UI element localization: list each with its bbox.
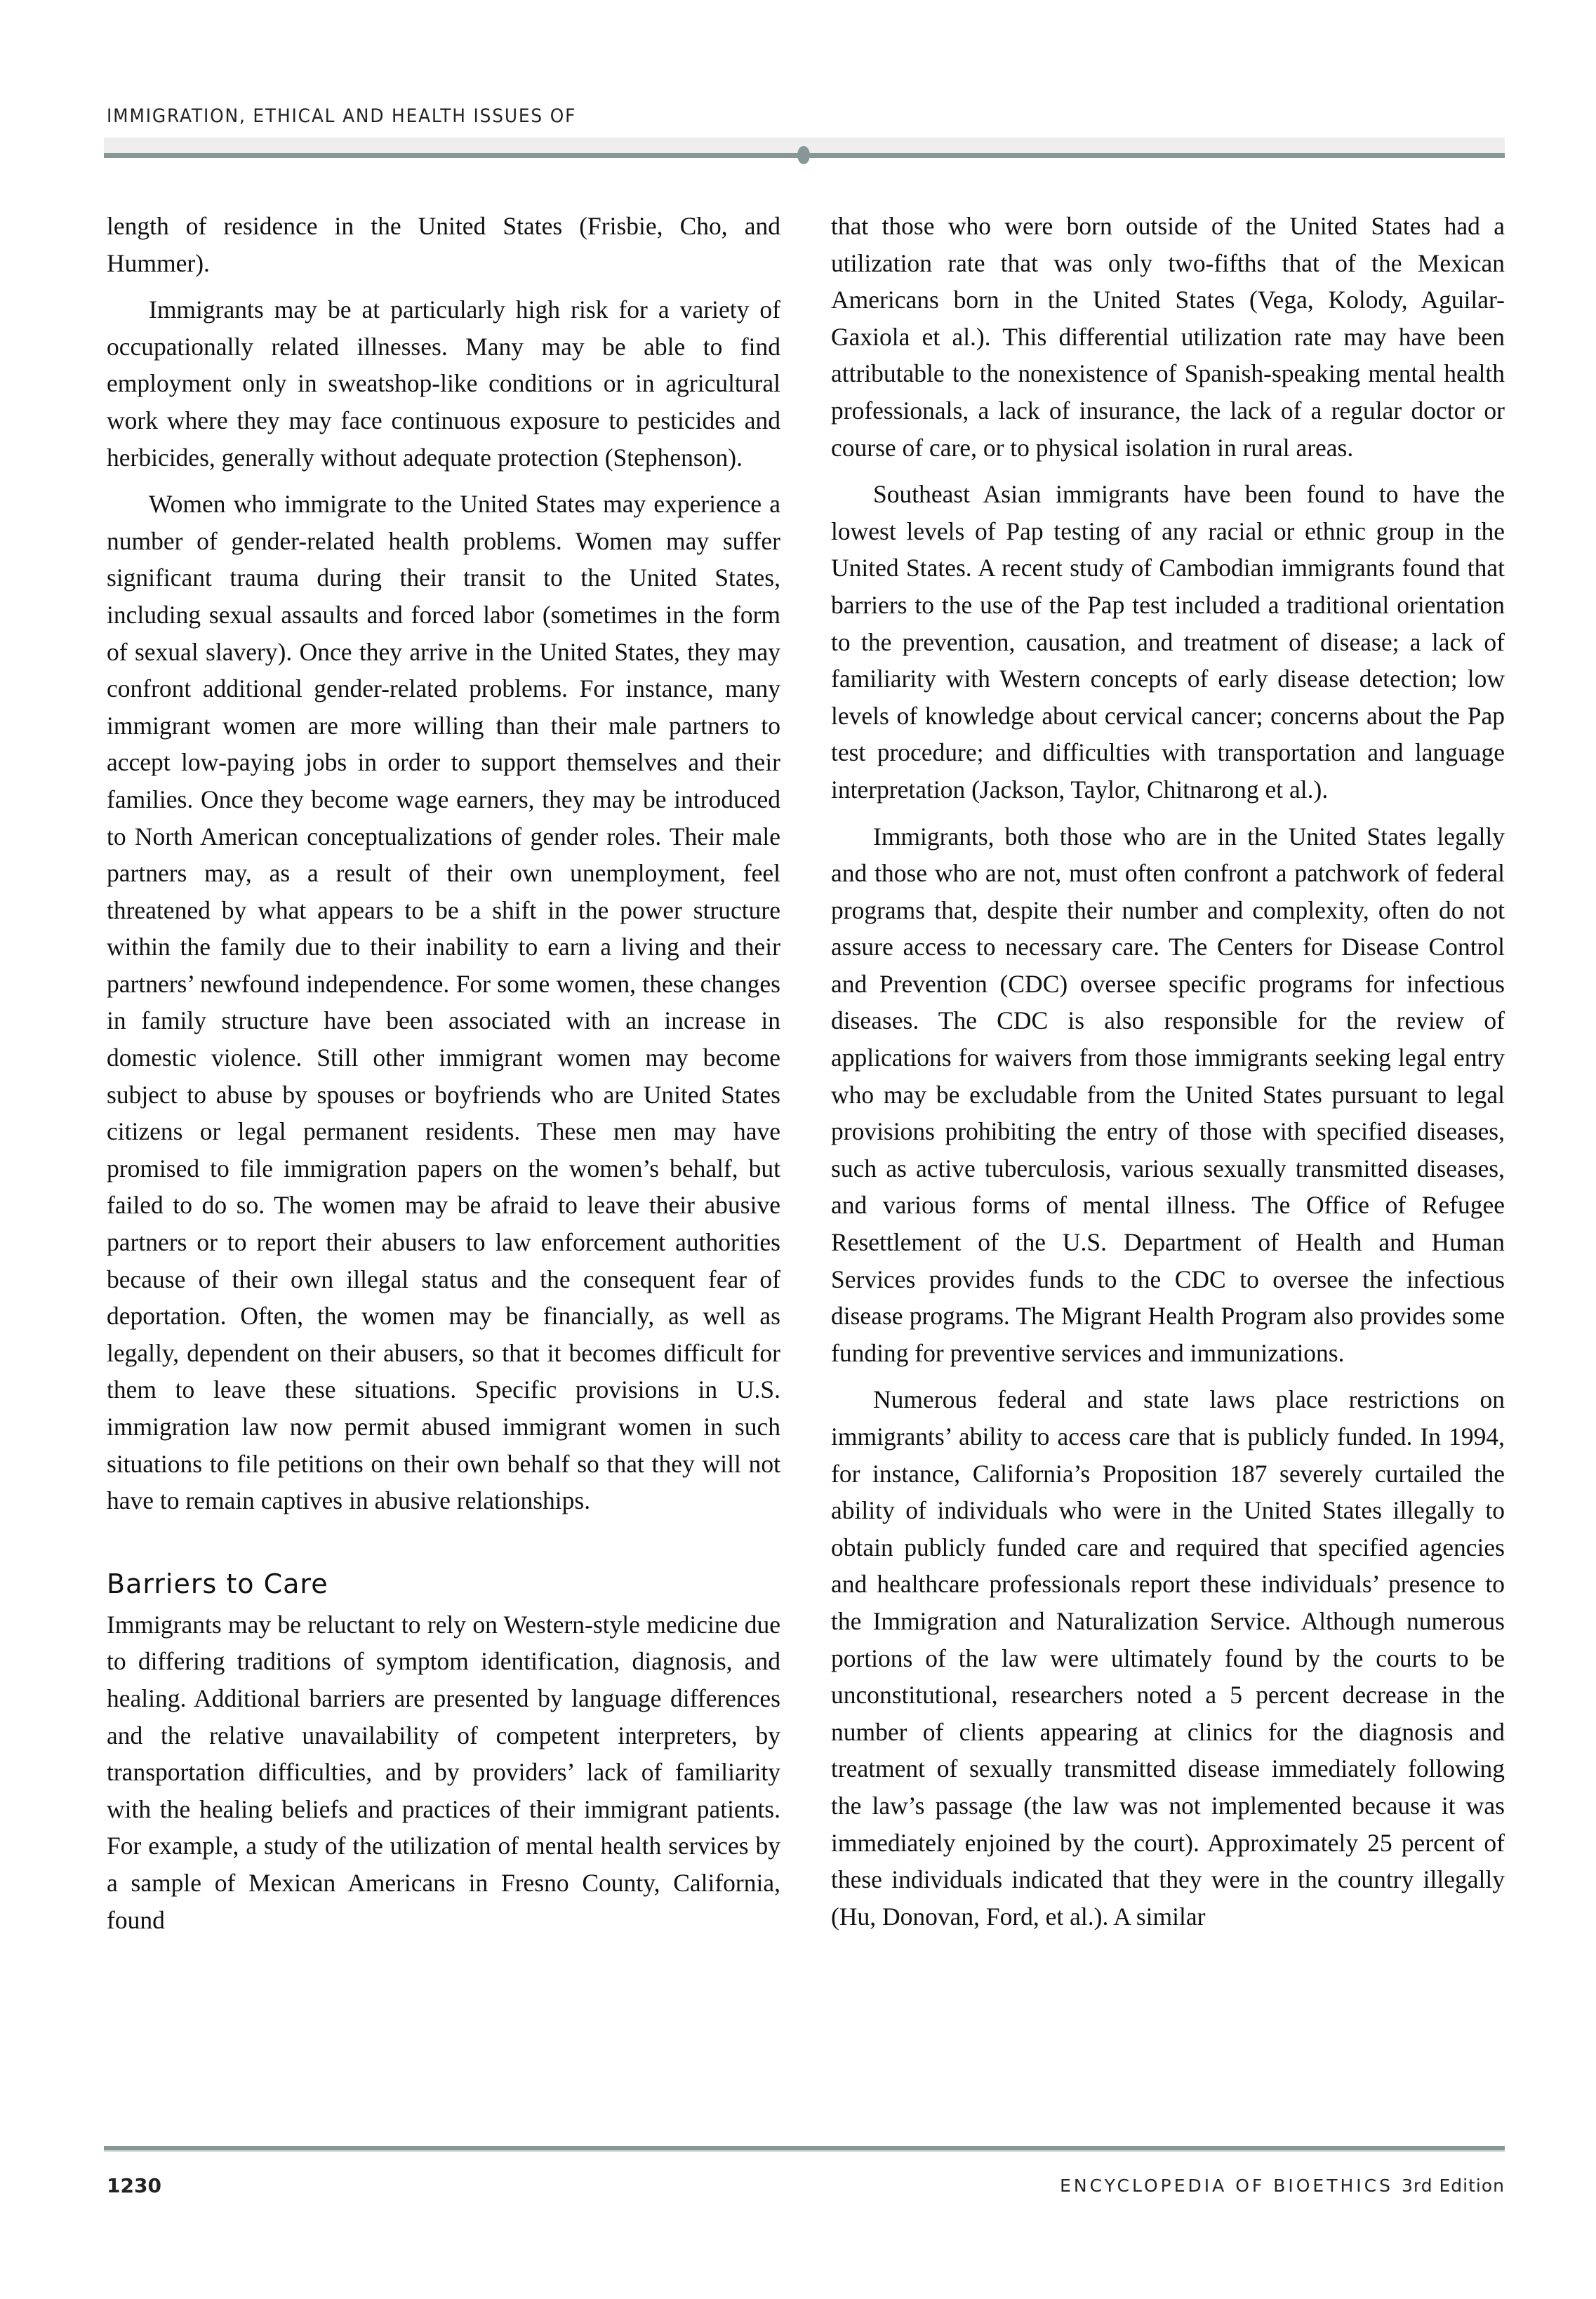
- paragraph: Women who immigrate to the United States may experience a number of gender-related health problems. Women may suffer significant trauma during their transit to the United States, including sexual assaults and forced labor (sometimes in the form of sexual slavery). Once they arrive in the United States, they may confront additional gender-related problems. For instance, many immigrant women are more willing than their male partners to accept low-paying jobs in order to support themselves and their families. Once they become wage earners, they may be introduced to North American conceptualizations of gender roles. Their male partners may, as a result of their own unemployment, feel threatened by what appears to be a shift in the power structure within the family due to their inability to earn a living and their partners’ newfound independence. For some women, these changes in family structure have been associated with an increase in domestic violence. Still other immigrant women may become subject to abuse by spouses or boyfriends who are United States citizens or legal permanent residents. These men may have promised to file immigration papers on the women’s behalf, but failed to do so. The women may be afraid to leave their abusive partners or to report their abusers to law enforcement authorities because of their own illegal status and the consequent fear of deportation. Often, the women may be financially, as well as legally, dependent on their abusers, so that it becomes difficult for them to leave these situations. Specific provisions in U.S. immigration law now permit abused immigrant women in such situations to file petitions on their own behalf so that they will not have to remain captives in abusive relationships.: [107, 490, 780, 1515]
- section-heading: Barriers to Care: [107, 1568, 328, 1599]
- book-title-text: ENCYCLOPEDIA OF BIOETHICS: [1060, 2175, 1393, 2196]
- paragraph: Immigrants may be reluctant to rely on Western-style medicine due to differing traditions of symptom identification, diagnosis, and healing. Additional barriers are presented by language differences and the relative unavailability of competent interpreters, by transportation difficulties, and by providers’ lack of familiarity with the healing beliefs and practices of their immigrant patients. For example, a study of the utilization of mental health services by a sample of Mexican Americans in Fresno County, California, found: [107, 1610, 780, 1934]
- paragraph: Southeast Asian immigrants have been found to have the lowest levels of Pap testing of any racial or ethnic group in the United States. A recent study of Cambodian immigrants found that barriers to the use of the Pap test included a traditional orientation to the prevention, causation, and treatment of disease; a lack of familiarity with Western concepts of early disease detection; low levels of knowledge about cervical cancer; concerns about the Pap test procedure; and difficulties with transportation and language interpretation (Jackson, Taylor, Chitnarong et al.).: [831, 480, 1505, 804]
- paragraph: Immigrants may be at particularly high risk for a variety of occupationally related illnesses. Many may be able to find employment only in sweatshop-like conditions or in agricultural work where they may face continuous exposure to pesticides and herbicides, generally without adequate protection (Stephenson).: [107, 295, 780, 472]
- left-column: [107, 208, 780, 1948]
- header-ornament-icon: [797, 146, 810, 164]
- book-edition: 3rd Edition: [1401, 2175, 1505, 2196]
- book-title: [1060, 2175, 1505, 2196]
- page-number: 1230: [107, 2174, 161, 2197]
- footer-rule: [104, 2146, 1505, 2152]
- right-column: [831, 208, 1505, 1945]
- paragraph: that those who were born outside of the United States had a utilization rate that was only two-fifths that of the Mexican Americans born in the United States (Vega, Kolody, Aguilar-Gaxiola et al.). This differential utilization rate may have been attributable to the nonexistence of Spanish-speaking mental health professionals, a lack of insurance, the lack of a regular doctor or course of care, or to physical isolation in rural areas.: [831, 212, 1505, 462]
- paragraph: length of residence in the United States (Frisbie, Cho, and Hummer).: [107, 212, 780, 277]
- paragraph: Immigrants, both those who are in the United States legally and those who are not, must often confront a patchwork of federal programs that, despite their number and complexity, often do not assure access to necessary care. The Centers for Disease Control and Prevention (CDC) oversee specific programs for infectious diseases. The CDC is also responsible for the review of applications for waivers from those immigrants seeking legal entry who may be excludable from the United States pursuant to legal provisions prohibiting the entry of those with specified diseases, such as active tuberculosis, various sexually transmitted diseases, and various forms of mental illness. The Office of Refugee Resettlement of the U.S. Department of Health and Human Services provides funds to the CDC to oversee the infectious disease programs. The Migrant Health Program also provides some funding for preventive services and immunizations.: [831, 822, 1505, 1367]
- paragraph: Numerous federal and state laws place restrictions on immigrants’ ability to access care that is publicly funded. In 1994, for instance, California’s Proposition 187 severely curtailed the ability of individuals who were in the United States illegally to obtain publicly funded care and required that specified agencies and healthcare professionals report these individuals’ presence to the Immigration and Naturalization Service. Although numerous portions of the law were ultimately found by the courts to be unconstitutional, researchers noted a 5 percent decrease in the number of clients appearing at clinics for the diagnosis and treatment of sexually transmitted disease immediately following the law’s passage (the law was not implemented because it was immediately enjoined by the court). Approximately 25 percent of these individuals indicated that they were in the country illegally (Hu, Donovan, Ford, et al.). A similar: [831, 1385, 1505, 1931]
- running-head: IMMIGRATION, ETHICAL AND HEALTH ISSUES OF: [107, 105, 577, 127]
